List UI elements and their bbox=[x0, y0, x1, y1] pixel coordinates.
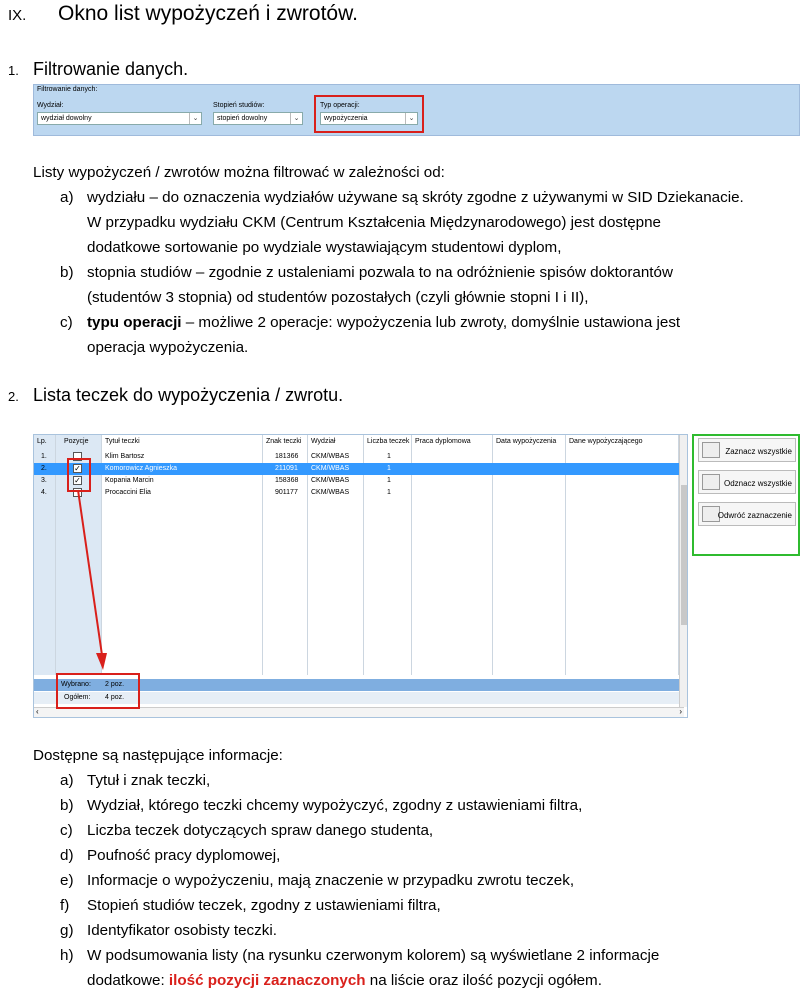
typ-highlight-frame bbox=[314, 95, 424, 133]
arrow-head bbox=[96, 653, 107, 670]
section-1-text: Filtrowanie danych. bbox=[33, 59, 189, 79]
section-2-text: Lista teczek do wypożyczenia / zwrotu. bbox=[33, 385, 344, 405]
list-label: h) bbox=[60, 947, 74, 964]
list-label: c) bbox=[60, 314, 73, 331]
deselect-all-label: Odznacz wszystkie bbox=[723, 479, 792, 488]
row-znak: 211091 bbox=[275, 465, 298, 472]
arrow-line bbox=[78, 490, 102, 655]
list-text: dodatkowe sortowanie po wydziale wystawiającym studentowi dyplom, bbox=[87, 239, 562, 256]
header-znak[interactable]: Znak teczki bbox=[266, 438, 302, 445]
list-text: stopnia studiów – zgodnie z ustaleniami pozwala to na odróżnienie spisów doktorantów bbox=[87, 264, 673, 281]
scroll-right-icon[interactable]: › bbox=[679, 707, 682, 716]
invert-selection-label: Odwróć zaznaczenie bbox=[717, 511, 792, 520]
title-number: IX. bbox=[8, 7, 27, 24]
header-data[interactable]: Data wypożyczenia bbox=[496, 438, 557, 445]
section-2-heading bbox=[8, 385, 343, 406]
row-lp: 4. bbox=[41, 489, 47, 496]
list-text: (studentów 3 stopnia) od studentów pozostałych (czyli głównie stopni I i II), bbox=[87, 289, 589, 306]
list-text: Informacje o wypożyczeniu, mają znaczenie w przypadku zwrotu teczek, bbox=[87, 872, 575, 889]
header-lp[interactable]: Lp. bbox=[37, 438, 47, 445]
list-text: W podsumowania listy (na rysunku czerwonym kolorem) są wyświetlane 2 informacje bbox=[87, 947, 660, 964]
list-text: W przypadku wydziału CKM (Centrum Kształcenia Międzynarodowego) jest dostępne bbox=[87, 214, 662, 231]
header-wydzial[interactable]: Wydział bbox=[311, 438, 336, 445]
row-liczba: 1 bbox=[387, 465, 391, 472]
wydzial-value: wydział dowolny bbox=[41, 115, 92, 122]
typ-label: Typ operacji: bbox=[320, 102, 360, 109]
list-label: a) bbox=[60, 772, 74, 789]
row-liczba: 1 bbox=[387, 453, 391, 460]
row-checkbox[interactable]: ✓ bbox=[74, 476, 81, 485]
list-label: b) bbox=[60, 797, 74, 814]
list-label: g) bbox=[60, 922, 74, 939]
row-lp: 3. bbox=[41, 477, 47, 484]
row-checkbox[interactable]: ✓ bbox=[74, 464, 81, 473]
list-label: c) bbox=[60, 822, 73, 839]
row-znak: 181366 bbox=[275, 453, 299, 460]
list-label: a) bbox=[60, 189, 74, 206]
row-wydzial: CKM/WBAS bbox=[311, 465, 350, 472]
list-text: dodatkowe: bbox=[87, 972, 169, 989]
list-label: d) bbox=[60, 847, 74, 864]
table-row[interactable] bbox=[34, 475, 684, 487]
row-wydzial: CKM/WBAS bbox=[311, 453, 350, 460]
select-all-label: Zaznacz wszystkie bbox=[725, 447, 792, 456]
row-wydzial: CKM/WBAS bbox=[311, 489, 350, 496]
header-pozycje[interactable]: Pozycje bbox=[64, 438, 89, 445]
select-all-icon bbox=[702, 442, 720, 458]
header-liczba[interactable]: Liczba teczek bbox=[367, 438, 410, 445]
select-all-button[interactable] bbox=[698, 438, 796, 462]
deselect-all-icon bbox=[702, 474, 720, 490]
intro-1: Listy wypożyczeń / zwrotów można filtrować w zależności od: bbox=[33, 164, 445, 181]
row-title: Klim Bartosz bbox=[105, 453, 145, 460]
row-znak: 901177 bbox=[275, 489, 298, 496]
footer-total-label: Ogółem: bbox=[64, 694, 91, 701]
list-label: b) bbox=[60, 264, 74, 281]
highlighted-text: ilość pozycji zaznaczonych bbox=[168, 972, 366, 989]
chevron-down-icon: ⌄ bbox=[189, 113, 201, 124]
section-1-heading bbox=[8, 59, 188, 80]
row-lp: 2. bbox=[41, 465, 47, 472]
row-znak: 158368 bbox=[275, 477, 299, 484]
section-2-number: 2. bbox=[8, 389, 19, 404]
stopien-select[interactable] bbox=[213, 112, 303, 125]
row-liczba: 1 bbox=[387, 489, 391, 496]
list-text: wydziału – do oznaczenia wydziałów używane są skróty zgodne z używanymi w SID Dziekanacie. bbox=[87, 189, 744, 206]
list-bold-text: typu operacji bbox=[87, 314, 182, 331]
table-row[interactable] bbox=[34, 451, 684, 463]
document-title bbox=[8, 2, 358, 26]
header-tytul[interactable]: Tytuł teczki bbox=[105, 438, 140, 445]
section-1-number: 1. bbox=[8, 63, 19, 78]
list-text: Identyfikator osobisty teczki. bbox=[87, 922, 277, 939]
table-row[interactable] bbox=[34, 463, 684, 475]
list-text: Liczba teczek dotyczących spraw danego studenta, bbox=[87, 822, 434, 839]
scroll-left-icon[interactable]: ‹ bbox=[36, 707, 39, 716]
row-lp: 1. bbox=[41, 453, 47, 460]
list-text: Tytuł i znak teczki, bbox=[87, 772, 211, 789]
footer-selected-label: Wybrano: bbox=[61, 681, 91, 688]
invert-selection-button[interactable] bbox=[698, 502, 796, 526]
scroll-thumb[interactable] bbox=[681, 485, 687, 625]
wydzial-label: Wydział: bbox=[37, 102, 64, 109]
header-praca[interactable]: Praca dyplomowa bbox=[415, 438, 471, 445]
list-text: na liście oraz ilość pozycji ogółem. bbox=[365, 972, 602, 989]
filter-title: Filtrowanie danych: bbox=[37, 86, 98, 93]
selection-buttons-panel bbox=[692, 434, 800, 556]
deselect-all-button[interactable] bbox=[698, 470, 796, 494]
list-label: e) bbox=[60, 872, 74, 889]
table-row[interactable] bbox=[34, 487, 684, 499]
typ-value: wypożyczenia bbox=[324, 115, 368, 122]
list-text: Stopień studiów teczek, zgodny z ustawieniami filtra, bbox=[87, 897, 441, 914]
list-text: – możliwe 2 operacje: wypożyczenia lub zwroty, domyślnie ustawiona jest bbox=[181, 314, 681, 331]
row-title: Kopania Marcin bbox=[105, 477, 154, 484]
chevron-down-icon: ⌄ bbox=[290, 113, 302, 124]
stopien-value: stopień dowolny bbox=[217, 115, 268, 122]
row-title: Komorowicz Agnieszka bbox=[105, 465, 177, 472]
list-text: Wydział, którego teczki chcemy wypożyczyć, zgodny z ustawieniami filtra, bbox=[87, 797, 583, 814]
footer-selected-value: 2 poz. bbox=[105, 681, 125, 688]
wydzial-select[interactable] bbox=[37, 112, 202, 125]
stopien-label: Stopień studiów: bbox=[213, 102, 265, 109]
list-label: f) bbox=[60, 897, 70, 914]
header-dane[interactable]: Dane wypożyczającego bbox=[569, 438, 643, 445]
intro-2: Dostępne są następujące informacje: bbox=[33, 747, 283, 764]
chevron-down-icon: ⌄ bbox=[405, 113, 417, 124]
arrow-annotation bbox=[60, 485, 110, 680]
row-title: Procaccini Elia bbox=[105, 489, 151, 496]
title-text: Okno list wypożyczeń i zwrotów. bbox=[58, 2, 358, 25]
row-wydzial: CKM/WBAS bbox=[311, 477, 350, 484]
vertical-scrollbar[interactable] bbox=[679, 435, 688, 707]
list-text: Poufność pracy dyplomowej, bbox=[87, 847, 281, 864]
row-liczba: 1 bbox=[387, 477, 391, 484]
list-text: operacja wypożyczenia. bbox=[87, 339, 249, 356]
footer-total-value: 4 poz. bbox=[105, 694, 125, 701]
